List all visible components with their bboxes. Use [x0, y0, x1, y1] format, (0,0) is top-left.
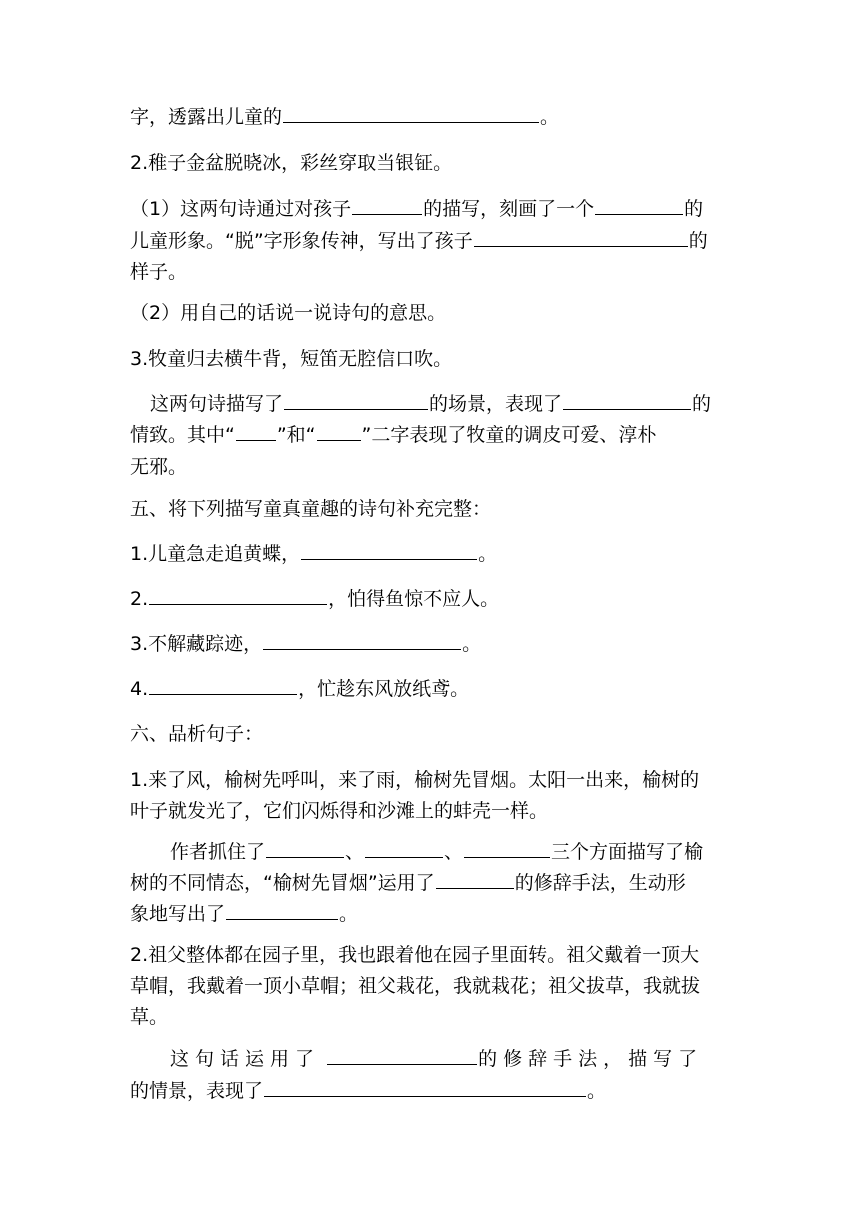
section-6-q1-line2: [130, 798, 548, 824]
text: 这句话运用了: [170, 1048, 321, 1070]
text: 树的不同情态，“榆树先冒烟”运用了: [130, 872, 435, 894]
text: 3.不解藏踪迹，: [130, 633, 263, 655]
text: 三个方面描写了榆: [551, 841, 704, 863]
section-5-item-2: [130, 586, 499, 612]
text: 叶子就发光了，它们闪烁得和沙滩上的蚌壳一样。: [130, 800, 549, 822]
text: 的情景，表现了: [130, 1080, 264, 1102]
answer-blank[interactable]: [284, 391, 428, 410]
answer-blank[interactable]: [474, 228, 688, 247]
text: 字，透露出儿童的: [130, 106, 283, 128]
text: 六、品析句子：: [130, 723, 264, 745]
section-6-q2-line1: [130, 942, 699, 968]
text: 。: [540, 106, 560, 128]
answer-blank[interactable]: [317, 422, 361, 441]
text: 作者抓住了: [170, 841, 266, 863]
section-6-q2-answer-line1: [170, 1046, 703, 1072]
answer-blank[interactable]: [236, 422, 276, 441]
answer-blank[interactable]: [327, 1046, 477, 1065]
text: 的修辞手法，生动形: [514, 872, 686, 894]
section-6-q1-answer-line3: [130, 901, 358, 927]
answer-blank[interactable]: [149, 676, 297, 695]
text: ，忙趁东风放纸鸢。: [298, 678, 470, 700]
answer-blank[interactable]: [149, 586, 327, 605]
answer-blank[interactable]: [226, 901, 338, 920]
text: 1.来了风，榆树先呼叫，来了雨，榆树先冒烟。太阳一出来，榆树的: [130, 769, 700, 791]
answer-blank[interactable]: [464, 839, 550, 858]
text: 。: [478, 543, 498, 565]
text: 4.: [130, 678, 149, 700]
question-3-prompt: [130, 346, 452, 372]
text: （2）用自己的话说一说诗句的意思。: [130, 302, 447, 324]
question-2-1-line3: [130, 259, 187, 285]
text: 儿童形象。“脱”字形象传神，写出了孩子: [130, 230, 473, 252]
text: 象地写出了: [130, 903, 226, 925]
text: ”二字表现了牧童的调皮可爱、淳朴: [361, 424, 657, 446]
text: 无邪。: [130, 456, 188, 478]
text: 的修辞手法，描写了: [478, 1048, 704, 1070]
text: 情致。其中“: [130, 424, 235, 446]
question-3-line1: [150, 391, 711, 417]
question-2-prompt: [130, 150, 452, 176]
section-6-heading: [130, 721, 263, 747]
section-5-heading: [130, 496, 491, 522]
text: 2.稚子金盆脱晓冰，彩丝穿取当银钲。: [130, 152, 453, 174]
question-3-line3: [130, 454, 187, 480]
section-5-item-1: [130, 541, 497, 567]
answer-blank[interactable]: [266, 839, 344, 858]
text: ，怕得鱼惊不应人。: [328, 588, 500, 610]
text: ”和“: [276, 424, 316, 446]
text: 的描写，刻画了一个: [423, 198, 595, 220]
answer-blank[interactable]: [365, 839, 443, 858]
text: 的: [684, 198, 704, 220]
section-6-q1-answer-line2: [130, 870, 686, 896]
question-3-line2: [130, 422, 656, 448]
question-2-1-line2: [130, 228, 708, 254]
answer-blank[interactable]: [283, 104, 539, 123]
section-5-item-4: [130, 676, 469, 702]
text: 的: [688, 230, 708, 252]
section-6-q1-line1: [130, 767, 699, 793]
text: 、: [444, 841, 464, 863]
text: 这两句诗描写了: [150, 393, 284, 415]
text: 的: [692, 393, 712, 415]
question-2-1-line1: [130, 196, 703, 222]
text: 草。: [130, 1006, 169, 1028]
text: 五、将下列描写童真童趣的诗句补充完整：: [130, 498, 492, 520]
answer-blank[interactable]: [352, 196, 422, 215]
section-6-q2-answer-line2: [130, 1078, 606, 1104]
q1-tail-line: [130, 104, 559, 130]
text: 3.牧童归去横牛背，短笛无腔信口吹。: [130, 348, 453, 370]
answer-blank[interactable]: [264, 1078, 586, 1097]
text: 2.: [130, 588, 149, 610]
section-5-item-3: [130, 631, 481, 657]
section-6-q1-answer-line1: [170, 839, 703, 865]
answer-blank[interactable]: [563, 391, 691, 410]
text: （1）这两句诗通过对孩子: [130, 198, 352, 220]
text: 的场景，表现了: [429, 393, 563, 415]
text: 、: [345, 841, 365, 863]
text: 。: [587, 1080, 607, 1102]
answer-blank[interactable]: [436, 870, 514, 889]
text: 1.儿童急走追黄蝶，: [130, 543, 301, 565]
text: 。: [462, 633, 482, 655]
answer-blank[interactable]: [263, 631, 461, 650]
text: 2.祖父整体都在园子里，我也跟着他在园子里面转。祖父戴着一顶大: [130, 944, 700, 966]
text: 草帽，我戴着一顶小草帽；祖父栽花，我就栽花；祖父拔草，我就拔: [130, 975, 701, 997]
question-2-2: [130, 300, 446, 326]
section-6-q2-line2: [130, 973, 700, 999]
text: 。: [339, 903, 359, 925]
text: 样子。: [130, 261, 188, 283]
answer-blank[interactable]: [301, 541, 477, 560]
section-6-q2-line3: [130, 1004, 168, 1030]
answer-blank[interactable]: [595, 196, 683, 215]
